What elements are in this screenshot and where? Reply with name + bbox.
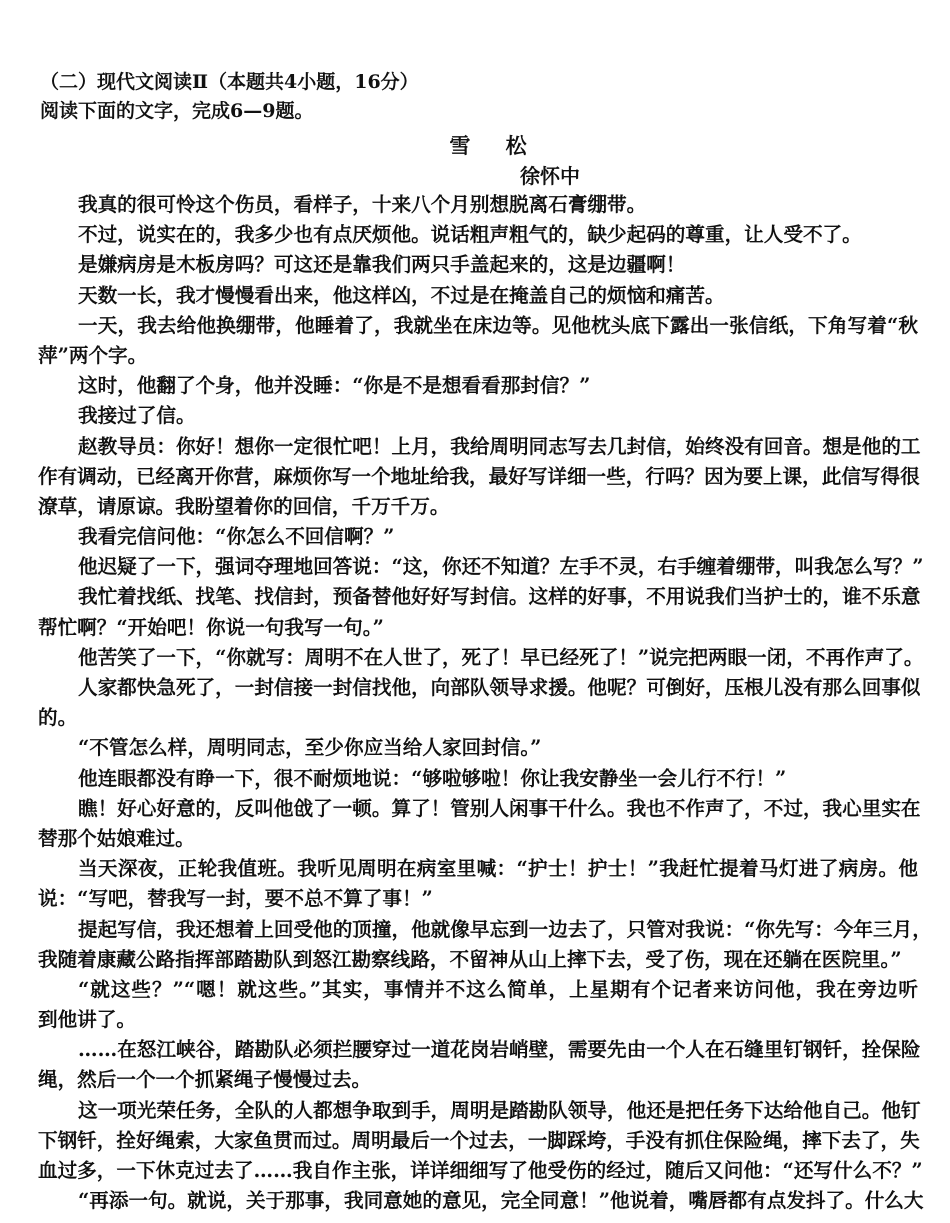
text-line: 我忙着找纸、找笔、找信封，预备替他好好写封信。这样的好事，不用说我们当护士的，谁不乐意 xyxy=(78,585,921,609)
paragraph xyxy=(38,915,932,975)
paragraph xyxy=(38,311,918,371)
paragraph xyxy=(38,582,921,642)
text-line: 瞧！好心好意的，反叫他戗了一顿。算了！管别人闲事干什么。我也不作声了，不过，我心里实在 xyxy=(78,796,921,820)
paragraph xyxy=(38,552,924,582)
text-line: 潦草，请原谅。我盼望着你的回信，千万千万。 xyxy=(38,494,450,518)
text-line: 绳，然后一个一个抓紧绳子慢慢过去。 xyxy=(38,1068,372,1092)
text-line: 的。 xyxy=(38,706,78,730)
paragraph xyxy=(38,1096,923,1187)
text-line: 我接过了信。 xyxy=(78,404,196,428)
paragraph xyxy=(38,522,918,552)
reading-instruction: 阅读下面的文字，完成6—9题。 xyxy=(40,100,314,122)
text-line: 替那个姑娘难过。 xyxy=(38,826,195,850)
paragraph xyxy=(38,281,918,311)
text-line: 天数一长，我才慢慢看出来，他这样凶，不过是在掩盖自己的烦恼和痛苦。 xyxy=(78,283,725,307)
section-heading: （二）现代文阅读Ⅱ（本题共4小题，16分） xyxy=(40,71,419,93)
text-line: 他苦笑了一下，“你就写：周明不在人世了，死了！早已经死了！”说完把两眼一闭，不再作声了。 xyxy=(78,645,924,669)
text-line: ……在怒江峡谷，踏勘队必须拦腰穿过一道花岗岩峭壁，需要先由一个人在石缝里钉钢钎，拴保险 xyxy=(78,1038,921,1062)
text-line: 提起写信，我还想着上回受他的顶撞，他就像早忘到一边去了，只管对我说：“你先写：今年三月， xyxy=(78,917,932,941)
text-line: 不过，说实在的，我多少也有点厌烦他。说话粗声粗气的，缺少起码的尊重，让人受不了。 xyxy=(78,223,862,247)
text-line: 这时，他翻了个身，他并没睡：“你是不是想看看那封信？” xyxy=(78,374,591,398)
paragraph xyxy=(38,401,918,431)
paragraph xyxy=(38,673,921,733)
text-line: 作有调动，已经离开你营，麻烦你写一个地址给我，最好写详细一些，行吗？因为要上课，此信写得很 xyxy=(38,464,920,488)
text-line: 说：“写吧，替我写一封，要不总不算了事！” xyxy=(38,887,433,911)
paragraph xyxy=(38,220,918,250)
paragraph xyxy=(38,794,921,854)
text-line: “再添一句。就说，关于那事，我同意她的意见，完全同意！”他说着，嘴唇都有点发抖了。什么大 xyxy=(78,1189,924,1213)
text-line: 萍”两个字。 xyxy=(38,343,148,367)
text-line: 帮忙啊？“开始吧！你说一句我写一句。” xyxy=(38,615,384,639)
paragraph xyxy=(38,733,918,763)
text-line: 到他讲了。 xyxy=(38,1008,136,1032)
text-line: 他迟疑了一下，强词夺理地回答说：“这，你还不知道？左手不灵，右手缠着绷带，叫我怎么写？” xyxy=(78,555,924,579)
paragraph xyxy=(38,371,918,401)
paragraph xyxy=(38,975,918,1035)
text-line: 是嫌病房是木板房吗？可这还是靠我们两只手盖起来的，这是边疆啊！ xyxy=(78,253,686,277)
text-line: 我随着康藏公路指挥部踏勘队到怒江勘察线路，不留神从山上摔下去，受了伤，现在还躺在医院里。” xyxy=(38,947,902,971)
text-line: 下钢钎，拴好绳索，大家鱼贯而过。周明最后一个过去，一脚踩垮，手没有抓住保险绳，摔下去了，失 xyxy=(38,1128,920,1152)
paragraph xyxy=(38,854,918,914)
text-line: “就这些？”“嗯！就这些。”其实，事情并不这么简单，上星期有个记者来访问他，我在旁边听 xyxy=(78,977,918,1001)
paragraph xyxy=(38,764,918,794)
paragraph xyxy=(38,1186,924,1216)
paragraph xyxy=(38,643,924,673)
text-line: 我真的很可怜这个伤员，看样子，十来八个月别想脱离石膏绷带。 xyxy=(78,193,647,216)
text-line: 血过多，一下休克过去了……我自作主张，详详细细写了他受伤的经过，随后又问他：“还写什么不？” xyxy=(38,1159,923,1182)
text-line: 这一项光荣任务，全队的人都想争取到手，周明是踏勘队领导，他还是把任务下达给他自己。他钉 xyxy=(78,1098,921,1122)
article-title: 雪 松 xyxy=(449,133,541,158)
paragraph xyxy=(38,1035,921,1095)
text-line: 我看完信问他：“你怎么不回信啊？” xyxy=(78,525,395,549)
text-line: 当天深夜，正轮我值班。我听见周明在病室里喊：“护士！护士！”我赶忙提着马灯进了病房。他 xyxy=(78,857,918,881)
paragraph xyxy=(38,432,921,523)
text-line: 人家都快急死了，一封信接一封信找他，向部队领导求援。他呢？可倒好，压根儿没有那么回事似 xyxy=(78,676,921,699)
paragraph xyxy=(38,250,918,280)
text-line: “不管怎么样，周明同志，至少你应当给人家回封信。” xyxy=(78,736,542,760)
text-line: 他连眼都没有睁一下，很不耐烦地说：“够啦够啦！你让我安静坐一会儿行不行！” xyxy=(78,766,787,790)
paragraph xyxy=(38,190,918,220)
article-body xyxy=(38,190,932,1216)
text-line: 一天，我去给他换绷带，他睡着了，我就坐在床边等。见他枕头底下露出一张信纸，下角写着“秋 xyxy=(78,313,918,337)
article-author: 徐怀中 xyxy=(520,164,580,188)
text-line: 赵教导员：你好！想你一定很忙吧！上月，我给周明同志写去几封信，始终没有回音。想是他的工 xyxy=(78,434,921,458)
